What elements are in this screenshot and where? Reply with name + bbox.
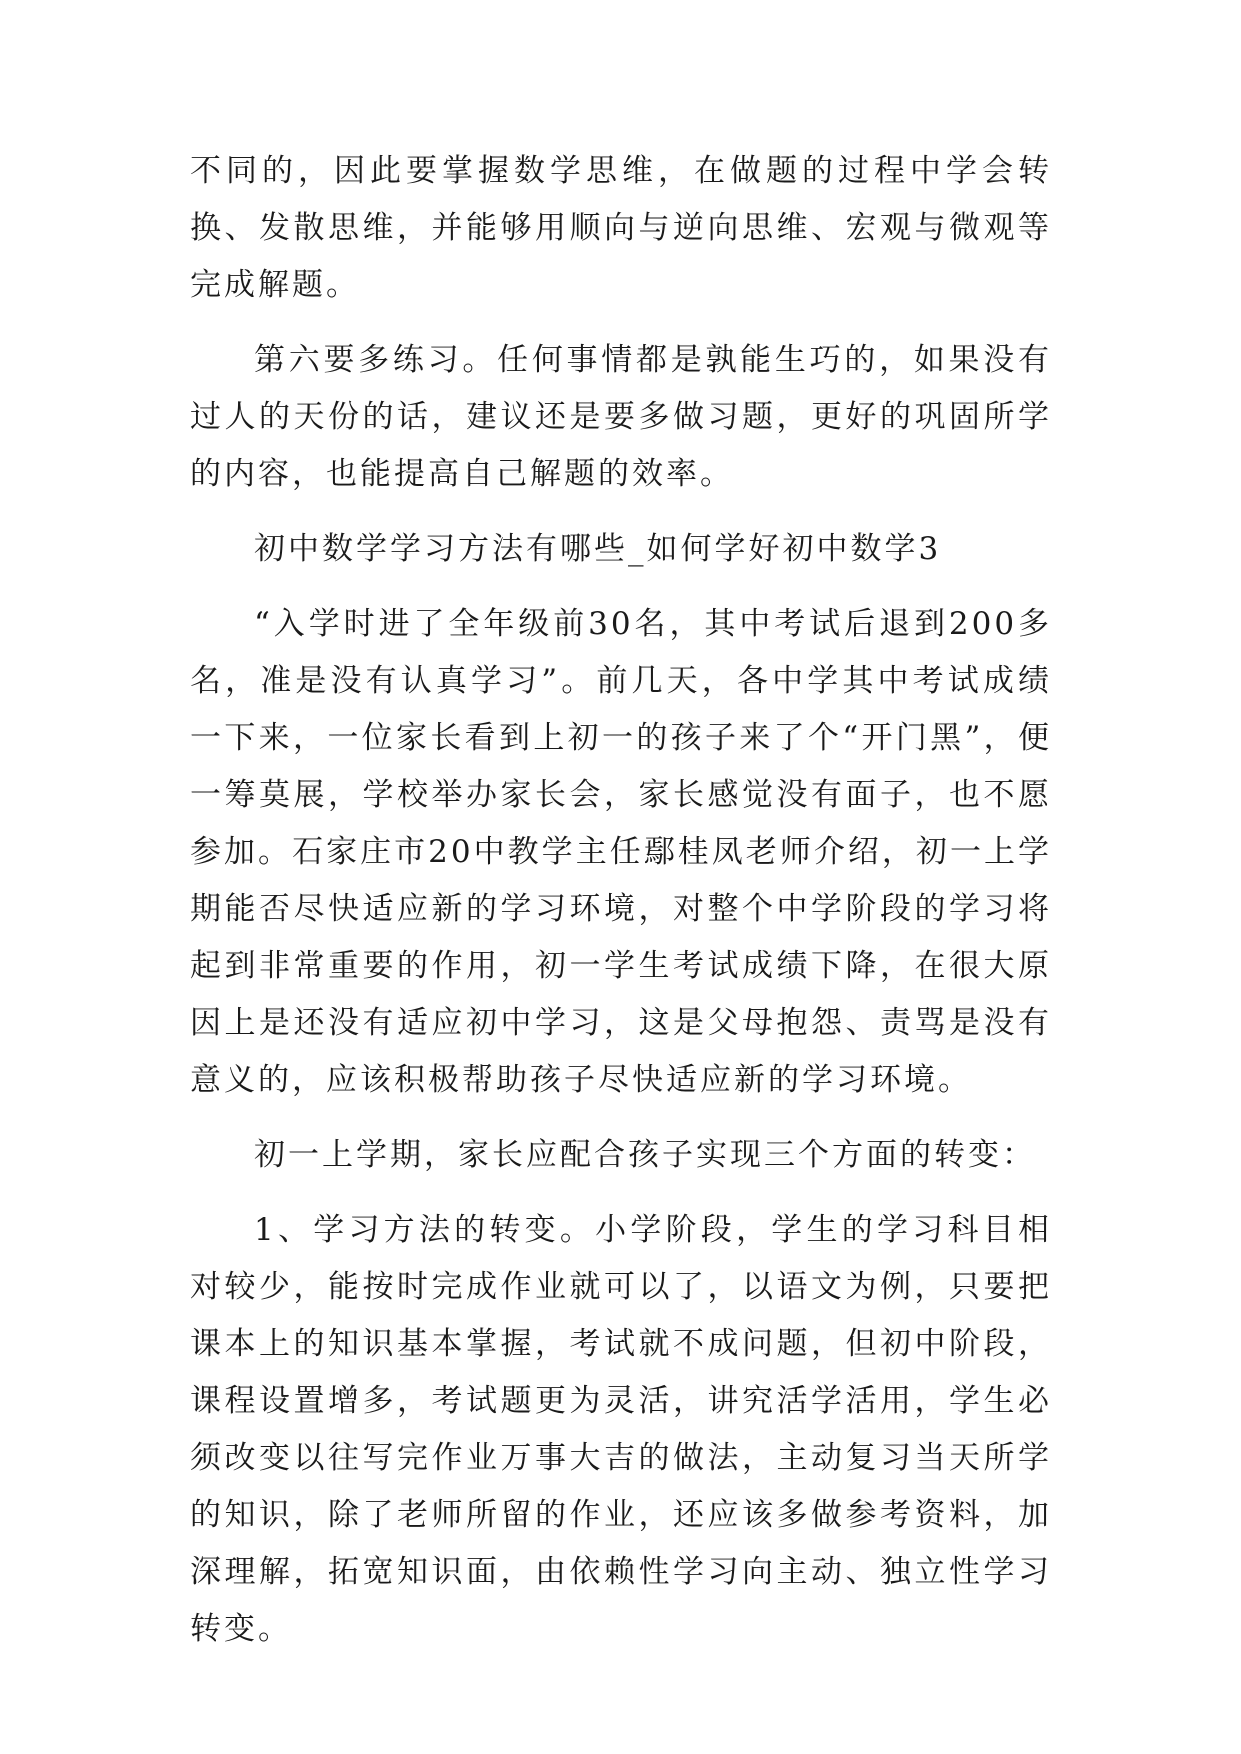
paragraph-method-change: 1、学习方法的转变。小学阶段，学生的学习科目相对较少，能按时完成作业就可以了，以语文为例，只要把课本上的知识基本掌握，考试就不成问题，但初中阶段，课程设置增多，考试题更为灵活，讲究活学活用，学生必须改变以往写完作业万事大吉的做法，主动复习当天所学的知识，除了老师所留的作业，还应该多做参考资料，加深理解，拓宽知识面，由依赖性学习向主动、独立性学习转变。 xyxy=(190,1212,1052,1647)
paragraph-intro: “入学时进了全年级前30名，其中考试后退到200多名，准是没有认真学习”。前几天，各中学其中考试成绩一下来，一位家长看到上初一的孩子来了个“开门黑”，便一筹莫展，学校举办家长会，家长感觉没有面子，也不愿参加。石家庄市20中教学主任鄢桂凤老师介绍，初一上学期能否尽快适应新的学习环境，对整个中学阶段的学习将起到非常重要的作用，初一学生考试成绩下降，在很大原因上是还没有适应初中学习，这是父母抱怨、责骂是没有意义的，应该积极帮助孩子尽快适应新的学习环境。 xyxy=(190,606,1052,1098)
paragraph-continued: 不同的，因此要掌握数学思维，在做题的过程中学会转换、发散思维，并能够用顺向与逆向思维、宏观与微观等完成解题。 xyxy=(190,153,1052,303)
document-page xyxy=(190,143,1052,1676)
paragraph-practice: 第六要多练习。任何事情都是孰能生巧的，如果没有过人的天份的话，建议还是要多做习题，更好的巩固所学的内容，也能提高自己解题的效率。 xyxy=(190,342,1052,492)
paragraph-transitions: 初一上学期，家长应配合孩子实现三个方面的转变： xyxy=(254,1137,1036,1173)
section-heading: 初中数学学习方法有哪些_如何学好初中数学3 xyxy=(254,531,942,567)
